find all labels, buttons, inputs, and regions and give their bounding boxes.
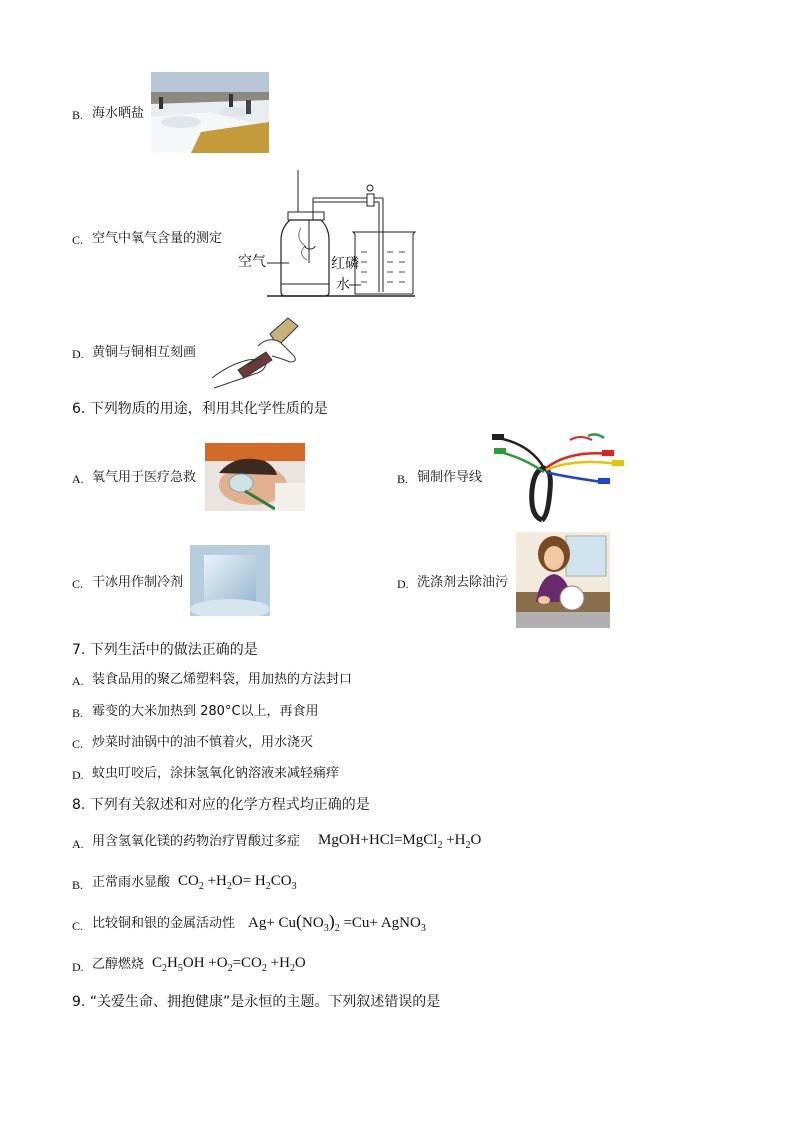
q8-option-b-label: B.: [72, 878, 84, 892]
oxygen-measurement-apparatus: [237, 168, 417, 300]
oxygen-mask-photo: [205, 443, 305, 511]
q5-option-c-label: C.: [72, 233, 84, 247]
q6-stem: 6. 下列物质的用途，利用其化学性质的是: [72, 401, 328, 417]
q8-option-b-equation: $CO_2 +H_2O= H_2CO_3$: [178, 873, 297, 892]
dry-ice-photo: [190, 545, 270, 616]
q7-option-c-text: 炒菜时油锅中的油不慎着火，用水浇灭: [92, 735, 314, 750]
q8-option-b-text: 正常雨水显酸: [92, 875, 171, 890]
q7-stem: 7. 下列生活中的做法正确的是: [72, 642, 258, 658]
q8-option-c-label: C.: [72, 919, 84, 933]
q8-stem: 8. 下列有关叙述和对应的化学方程式均正确的是: [72, 797, 370, 813]
q8-option-a-text: 用含氢氧化镁的药物治疗胃酸过多症: [92, 834, 301, 849]
q5-option-b-text: 海水晒盐: [92, 106, 145, 121]
q7-option-b-text: 霉变的大米加热到 280°C以上，再食用: [92, 704, 319, 719]
q6-option-a-text: 氧气用于医疗急救: [92, 470, 197, 485]
q7-option-c-label: C.: [72, 737, 84, 751]
q8-option-c-equation: $Ag+ Cu(NO_3)_2 =Cu+$ AgNO$_3$: [248, 911, 426, 934]
diagram-label-air: 空气: [238, 254, 266, 270]
q8-option-a-equation: MgOH+HCl=MgCl$_2$ $+H_2O$: [318, 832, 482, 851]
scratching-metals-illustration: [208, 316, 306, 392]
q6-option-b-label: B.: [397, 472, 409, 486]
q5-option-d-label: D.: [72, 347, 84, 361]
q8-option-d-label: D.: [72, 960, 84, 974]
q8-option-d-text: 乙醇燃烧: [92, 957, 145, 972]
washing-dishes-illustration: [516, 532, 610, 628]
q8-option-c-text: 比较铜和银的金属活动性: [92, 916, 236, 931]
q7-option-b-label: B.: [72, 706, 84, 720]
q5-option-c-text: 空气中氧气含量的测定: [92, 231, 223, 246]
copper-wire-leads-photo: [490, 430, 630, 525]
q5-option-d-text: 黄铜与铜相互刻画: [92, 345, 197, 360]
q6-option-c-text: 干冰用作制冷剂: [92, 575, 184, 590]
q6-option-c-label: C.: [72, 577, 84, 591]
q7-option-d-label: D.: [72, 768, 84, 782]
q6-option-d-label: D.: [397, 577, 409, 591]
diagram-label-red-phosphorus: 红磷: [331, 256, 359, 272]
q6-option-a-label: A.: [72, 472, 84, 486]
q7-option-a-label: A.: [72, 674, 84, 688]
q8-option-a-label: A.: [72, 837, 84, 851]
salt-pan-photo: [151, 72, 269, 153]
q7-option-a-text: 装食品用的聚乙烯塑料袋，用加热的方法封口: [92, 672, 353, 687]
q9-stem: 9. “关爱生命、拥抱健康”是永恒的主题。下列叙述错误的是: [72, 994, 441, 1010]
q7-option-d-text: 蚊虫叮咬后，涂抹氢氧化钠溶液来减轻痛痒: [92, 766, 340, 781]
q5-option-b-label: B.: [72, 108, 84, 122]
q8-option-d-equation: $C_2H_5OH +O_2=CO_2 +H_2O$: [152, 955, 306, 974]
q6-option-d-text: 洗涤剂去除油污: [417, 575, 509, 590]
diagram-label-water: 水: [336, 277, 350, 293]
q6-option-b-text: 铜制作导线: [417, 470, 483, 485]
